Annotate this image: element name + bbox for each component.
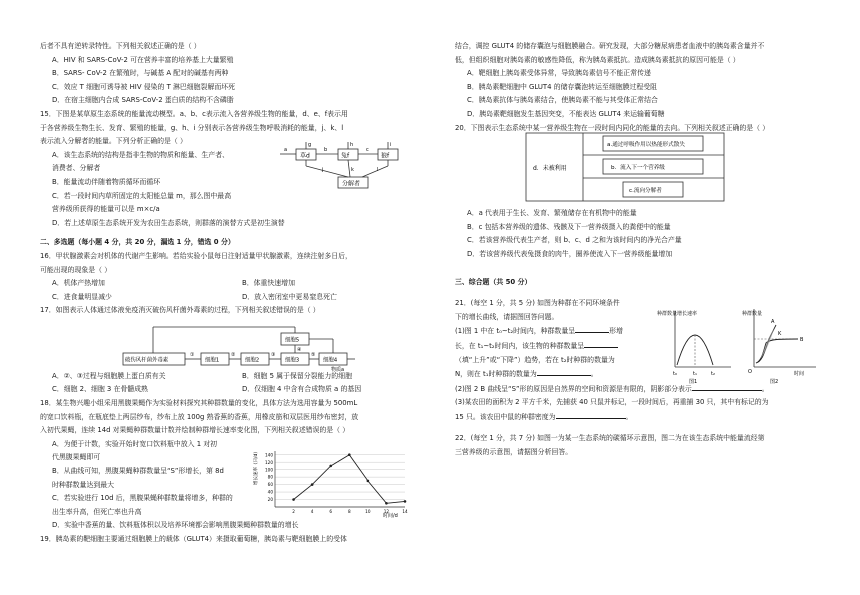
fig1-t2: t₂ [711,371,715,377]
fig2-ylabel: 种群数量 [742,311,763,317]
q14-option-b: B．SARS- CoV-2 在繁殖时，与碱基 A 配对的碱基有两种 [52,69,229,78]
label-g: g [308,142,312,148]
q15-option-b: B．能量流动伴随着物质循环而循环 [52,177,161,186]
q14-option-c: C．效应 T 细胞可诱导被 HIV 侵染的 T 淋巴细胞裂解而坏死 [52,82,236,91]
q15-option-c: C．若一段时间内草所固定的太阳能总量 m，那么图中最高 [52,191,232,200]
label-b: b [324,147,328,153]
q21-p3b-tail: 。 [625,412,633,421]
fig2-curve-b [756,339,798,363]
label-a: a [284,147,288,153]
step-3: ③ [271,352,276,358]
q21-line-2: 下的增长曲线，请据图回答问题。 [455,312,559,321]
answer-blank-1[interactable] [575,324,609,333]
q18-line-3: 入初代果蝇，连续 14d 对果蝇种群数量计数并绘制种群增长速率变化图，下列相关叙述错误的是（ ） [40,426,350,435]
chart-gridlines [275,455,405,500]
y-tick-label: 80 [267,474,273,480]
q17-option-b: B．细胞 5 属于保留分裂能力的细胞 [242,371,352,380]
x-tick-label: 2 [292,509,295,514]
q21-part-3: (3)某农田的面积为 2 平方千米，先捕获 40 只鼠并标记，一段时间后，再重捕 30 只，其中有标记的为 [455,398,769,407]
x-axis-label: 时间/d [383,513,398,519]
label-c: c [366,147,369,153]
q19-line-3: 低，但组织细胞对胰岛素的敏感性降低，称为胰岛素抵抗。造成胰岛素抵抗的原因可能是（ ） [455,55,740,64]
q18-option-c-cont: 出生率升高，但死亡率也升高 [52,507,142,516]
answer-blank-3[interactable] [537,367,591,376]
q18-option-a-cont: 代黑腹果蝇即可 [52,453,101,462]
section-2-title: 二、多选题（每小题 4 分，共 20 分，漏选 1 分，错选 0 分） [40,238,235,247]
q21-p2-tail: 。 [761,384,769,393]
q19-option-b: B．胰岛素靶细胞中 GLUT4 的储存囊泡转运至细胞膜过程受阻 [467,82,658,91]
x-tick-label: 12 [383,509,390,514]
section-3-title: 三、综合题（共 50 分） [455,277,532,286]
x-tick-label: 6 [329,509,333,514]
fig1-ylabel-text: 种群数量增长速率 [657,311,698,317]
y-tick-labels [265,452,273,502]
q19-option-a: A．靶细胞上胰岛素受体异常，导致胰岛素信号不能正常传递 [467,69,651,78]
data-point [404,500,407,503]
cell-1-label: 细胞1 [205,357,220,364]
q17-option-d: D．仅细胞 4 中含有合成物质 a 的基因 [242,385,362,394]
data-point [367,480,370,483]
q21-p3b-text: 15 只。该农田中鼠的种群密度为 [455,412,556,421]
label-h: h [350,142,354,148]
q16-option-d: D．放入密闭室中更易窒息死亡 [242,292,337,301]
q21-part-1c: （填“上升”或“下降”）趋势，若在 t₂时种群的数量为 [455,355,615,364]
toxin-label: 破伤风杆菌外毒素 [125,357,169,364]
q17-options-row-2 [40,383,420,397]
x-tick-label: 4 [310,509,314,514]
fig2-label-b: B [800,337,804,343]
a-label: a.通过呼吸作用以热能形式散失 [607,142,685,148]
q21-p1d-text: N，则在 t₁时种群的数量为 [455,370,537,379]
q15-line-2: 于各营养级生物生长、发育、繁殖的能量，g、h、i 分别表示各营养级生物呼吸消耗的能量，j、k、l [40,123,344,132]
q17-option-c: C．细胞 2、细胞 3 在骨髓成熟 [52,385,148,394]
q16-options-row-1 [40,277,420,291]
cell-4-label: 细胞4 [323,357,338,364]
q18-line-1: 18．某生物兴趣小组采用黑腹果蝇作为实验材料探究其种群数量的变化，具体方法为选用容量为 500mL [40,399,358,408]
y-tick-label: 120 [265,459,273,465]
q22-line-2: 三营养级的示意图，请据图分析回答。 [455,448,573,457]
q19-option-d: D．胰岛素靶细胞发生基因突变，不能表达 GLUT4 来运输葡萄糖 [467,109,665,118]
fig2-origin: O [748,369,752,375]
q20-option-c: C．若该营养级代表生产者，则 b、c、d 之和为该时间内的净光合产量 [467,236,682,245]
spacer [455,289,835,297]
label-wolf: 狼f [381,152,390,160]
spacer [455,262,835,270]
label-decomposer: 分解者 [342,180,361,188]
label-rabbit: 兔f [341,152,350,160]
q20-option-a: A．a 代表用于生长、发育、繁殖储存在有机物中的能量 [467,209,637,218]
q18-option-d: D．实验中香蕉的量、饮料瓶体积以及培养环境都会影响黑腹果蝇种群数量的增长 [52,521,299,530]
q21-part-3b [455,410,835,425]
y-tick-label: 40 [267,489,273,495]
y-tick-label: 60 [267,482,273,488]
answer-blank-5[interactable] [556,410,626,419]
step-2: ② [231,352,236,358]
series-points [292,453,406,504]
right-column [455,40,835,460]
label-l: l [377,167,379,173]
q15-option-d: D．若上述草原生态系统开发为农田生态系统，则群落的演替方式是初生演替 [52,218,285,227]
q21-p1d-tail: 。 [590,370,598,379]
energy-destination-table [525,132,725,202]
q16-option-c: C．进食量明显减少 [52,292,112,301]
q21-p1b-text: 长，在 t₁~t₂时间内，该生物的种群数量呈 [455,341,585,350]
data-point [311,483,314,486]
label-k: k [351,167,354,173]
q18-option-b: B．从曲线可知，黑腹果蝇种群数量呈“S”形增长，第 8d [52,467,224,476]
q21-p2-text: (2)图 2 B 曲线呈“S”形的原因是自然界的空间和资源是有限的，阴影部分表示 [455,384,692,393]
q22-line-1: 22．(每空 1 分，共 7 分) 如图一为某一生态系统的碳循环示意图，图二为在该生态系统中能量流经第 [455,434,765,443]
q15-line-3: 表示流入分解者的能量。下列分析正确的是（ ） [40,137,187,146]
q21-p1-text: (1)图 1 中在 t₀~t₂时间内，种群数量呈 [455,327,576,336]
fig1-caption: 图1 [689,379,698,385]
answer-blank-2[interactable] [584,339,618,348]
q20-option-b: B．c 包括本营养级的遗体、残骸及下一营养级摄入的粪便中的能量 [467,222,671,231]
q15-line-1: 15．下图是某草原生态系统的能量流动模型。a、b、c表示流入各营养级生物的能量，d、e、f表示用 [40,109,348,118]
label-grass: 草d [300,152,310,160]
data-point [329,465,332,468]
growth-rate-chart [245,447,415,519]
step-1: ① [190,352,195,358]
q16-line-1: 16．甲状腺激素会对机体的代谢产生影响。若给实验小鼠每日注射适量甲状腺激素，连续注射多日后， [40,251,352,260]
q19-line-2: 结合，调控 GLUT4 的储存囊泡与细胞膜融合。研究发现，大部分糖尿病患者血液中的胰岛素含量并不 [455,42,765,50]
cell-2-label: 细胞2 [245,357,260,364]
figure-1-growth-rate [655,305,735,385]
q18-line-2: 的宽口饮料瓶，在瓶底垫上两层纱布，纱布上放 100g 熟香蕉的香蕉，用橡皮筋和双层医用纱布密封，放 [40,412,359,421]
y-tick-label: 140 [265,452,273,458]
energy-flow-diagram [278,140,403,192]
q15-option-a: A．该生态系统的结构是指非生物的物质和能量、生产者、 [52,150,229,159]
label-i: i [390,142,392,148]
q14-tail: 后者不具有逆转录特性。下列相关叙述正确的是（ ） [40,42,201,50]
q16-option-b: B．体重快速增加 [242,279,295,288]
d-label: d．未被利用 [533,165,567,172]
spacer [455,424,835,432]
x-tick-label: 10 [365,509,371,514]
fig2-label-k: K [778,331,782,337]
q21-p1-tail: 形增 [609,327,623,336]
q20-option-d: D．若该营养级代表兔摄食的肉牛，圈养使流入下一营养级能量增加 [467,249,673,258]
q18-option-b-cont: 时种群数量达到最大 [52,480,115,489]
q21-part-1 [455,324,645,339]
q18-option-c: C．若实验进行 10d 后，黑腹果蝇种群数量将增多，种群的 [52,494,233,503]
data-point [385,502,388,505]
y-axis-label: 增长速率（只/d） [254,449,259,485]
x-tick-label: 8 [347,509,351,514]
figure-2-population [740,305,820,385]
y-tick-label: 100 [265,467,273,473]
q17-line: 17．如图表示人体通过体液免疫消灭破伤风杆菌外毒素的过程，下列相关叙述错误的是（ ） [40,306,320,315]
q20-line: 20．下图表示生态系统中某一营养级生物在一段时间内同化的能量的去向。下列相关叙述正确的是（ ） [455,123,770,132]
cell-3-label: 细胞3 [285,357,300,364]
q18-option-a: A．为便于计数，实验开始时宽口饮料瓶中放入 1 对初 [52,439,218,448]
fig2-caption: 图2 [770,379,779,385]
q19-option-c: C．胰岛素抗体与胰岛素结合，使胰岛素不能与其受体正常结合 [467,96,658,105]
fig1-ylabel [657,310,697,317]
data-point [292,498,295,501]
q16-line-2: 可能出现的现象是（ ） [40,265,112,274]
label-j: j [322,167,324,173]
q21-part-1b [455,339,645,354]
step-4: ④ [297,347,302,353]
fig2-xlabel: 时间 [794,371,805,377]
q14-option-d: D．在宿主细胞内合成 SARS-CoV-2 蛋白质的结构不含磷脂 [52,96,234,105]
q14-option-a: A．HIV 和 SARS-CoV-2 可在营养丰富的培养基上大量繁殖 [52,55,234,64]
q19-line-start: 19．胰岛素的靶细胞主要通过细胞膜上的载体（GLUT4）来摄取葡萄糖，胰岛素与靶细胞膜上的受体 [40,535,347,543]
data-point [348,453,351,456]
q15-option-c-cont: 营养级所获得的能量可以是 m×c/a [52,205,160,214]
substance-a-label: 物质a [331,367,345,373]
y-tick-label: 20 [267,497,273,503]
fig1-t1: t₁ [693,371,697,377]
cell-5-label: 细胞5 [285,337,300,344]
fig1-t0: t₀ [673,371,677,377]
b-label: b．流入下一个营养级 [611,165,665,171]
q16-options-row-2 [40,291,420,305]
step-5: ⑤ [311,352,316,358]
q16-option-a: A．机体产热增加 [52,279,105,288]
fig2-label-a: A [771,319,775,325]
x-tick-label: 14 [402,509,408,514]
q15-option-a-cont: 消费者、分解者 [52,164,101,173]
q21-line-1: 21．(每空 1 分，共 5 分) 如图为种群在不同环境条件 [455,299,620,308]
q17-option-a: A．②、③过程与细胞膜上蛋白质有关 [52,371,166,380]
c-label: c.流向分解者 [629,188,662,194]
q21-part-1d [455,367,645,382]
humoral-immunity-diagram [93,325,358,375]
fig2-shaded-area [758,329,774,361]
